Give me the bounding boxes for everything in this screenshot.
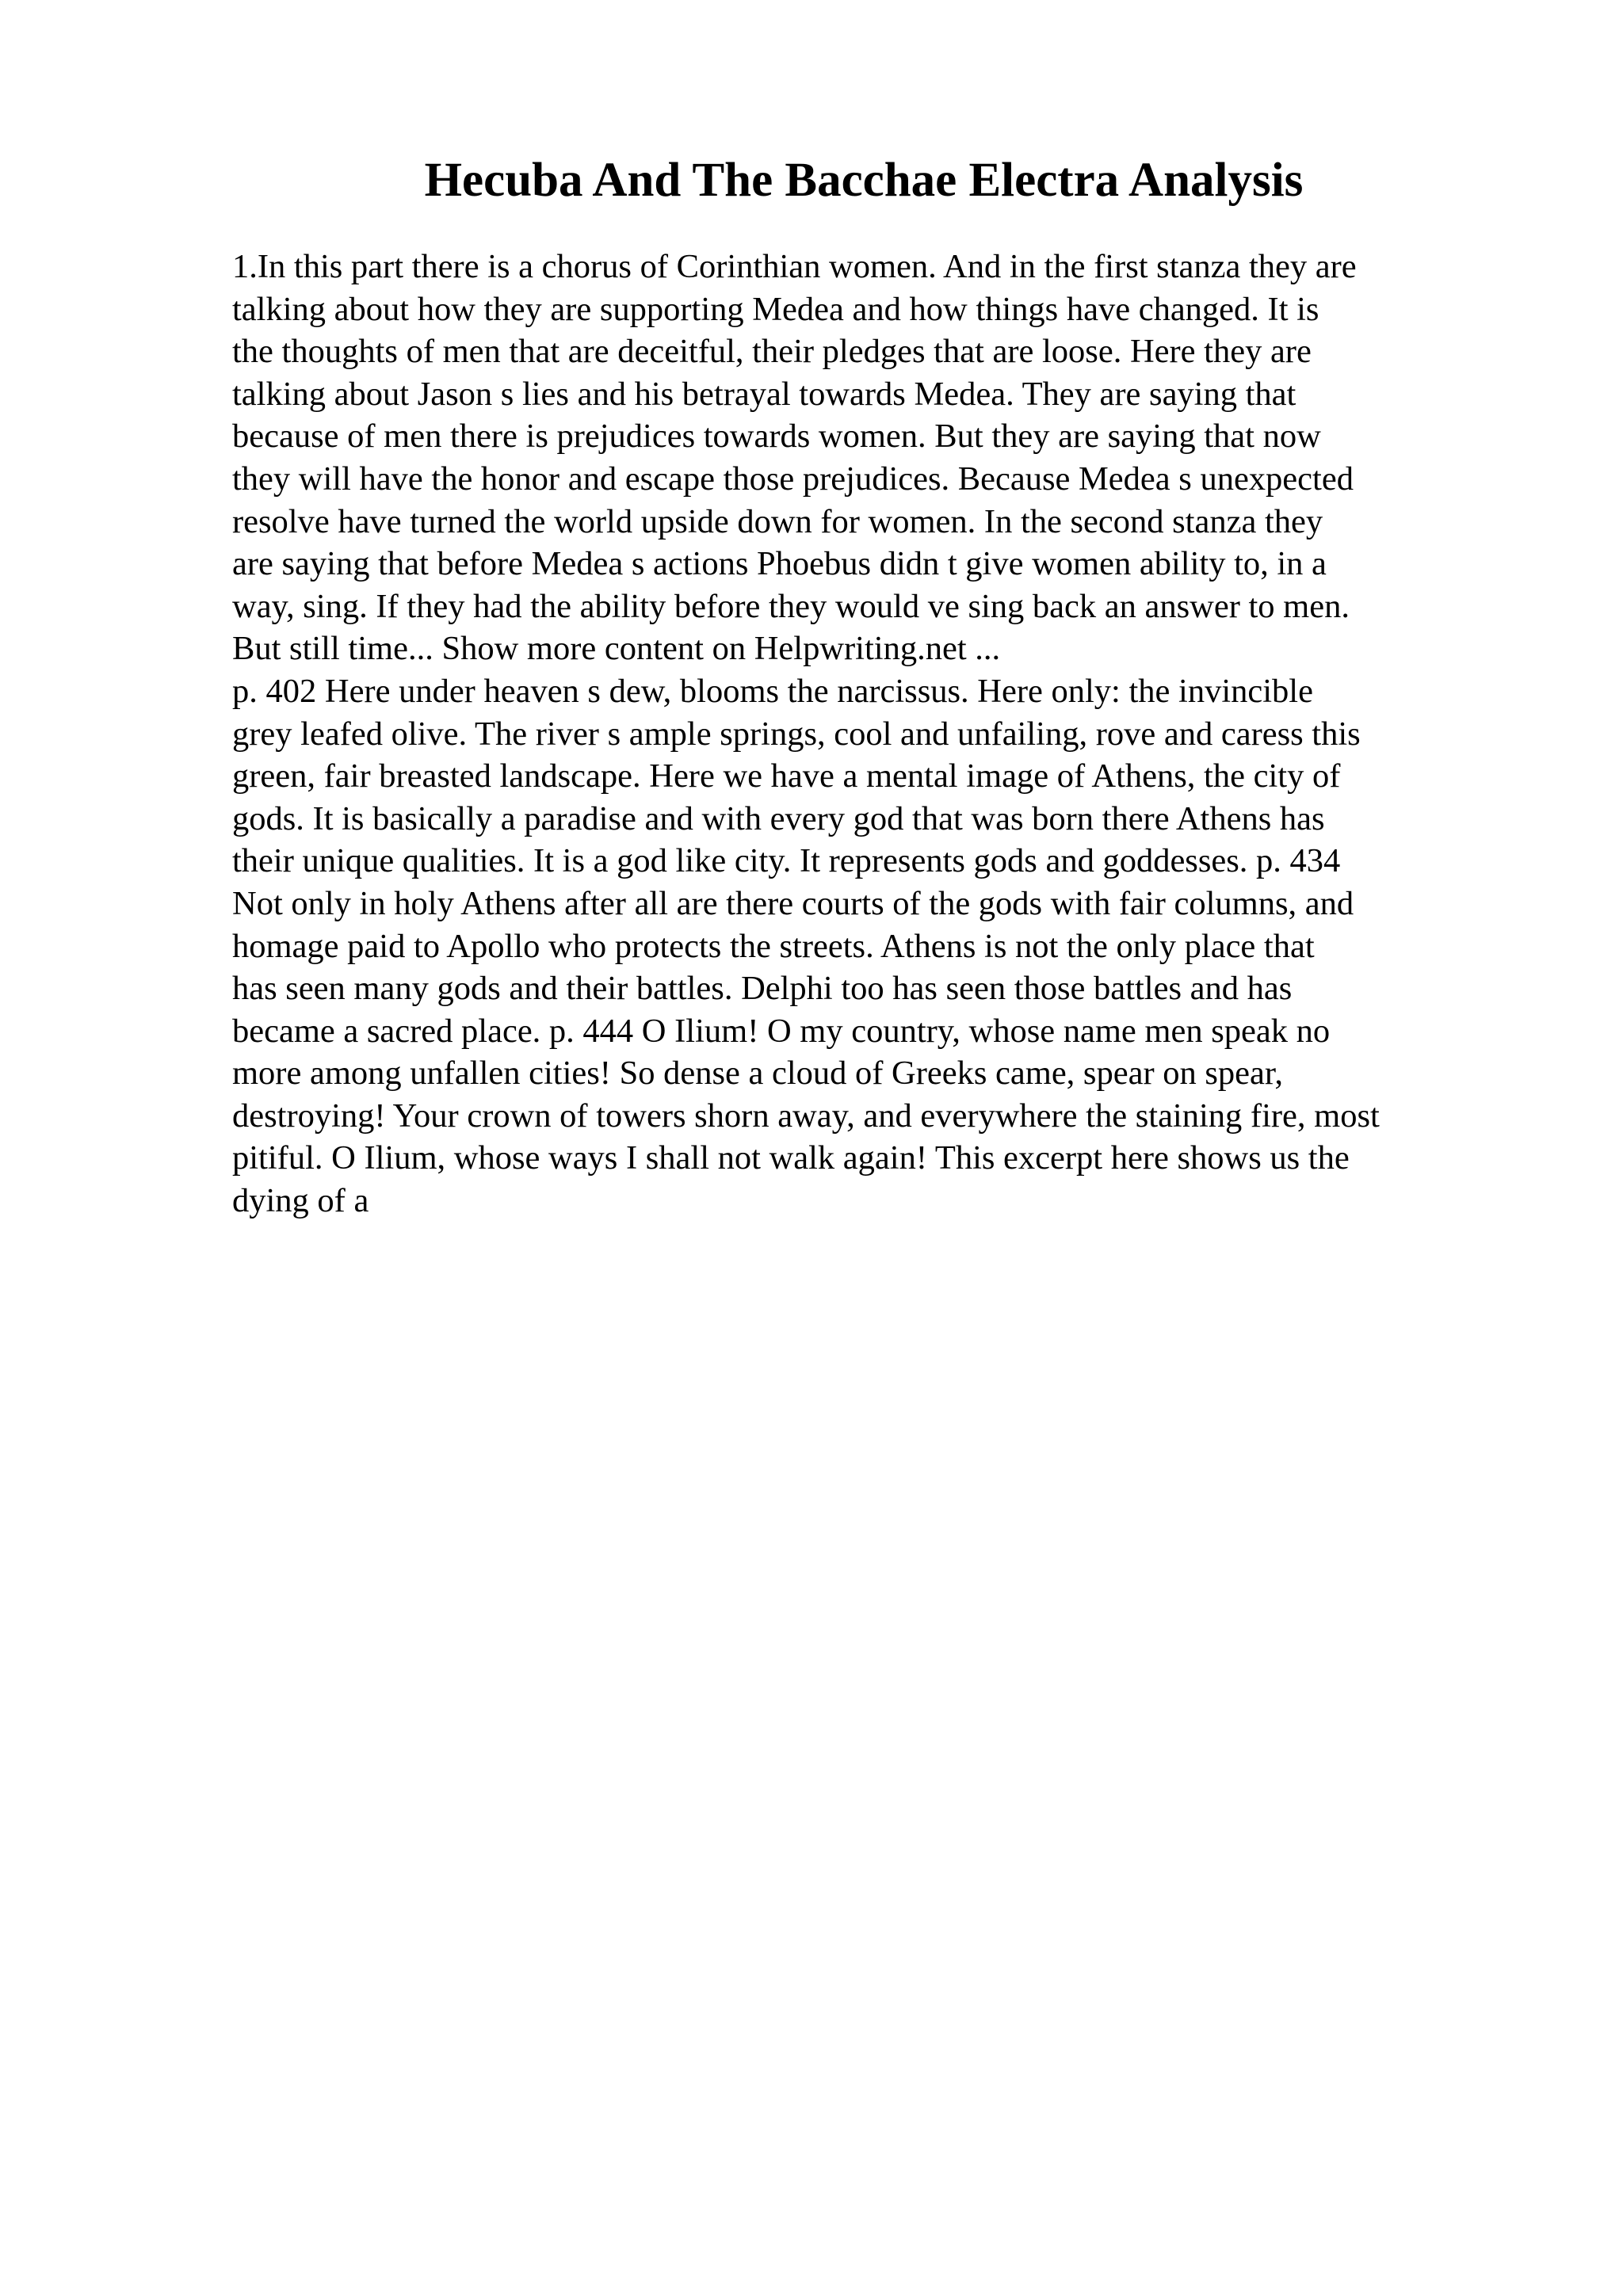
body-line: talking about Jason s lies and his betrayal towards Medea. They are saying that: [232, 375, 1296, 413]
body-line: grey leafed olive. The river s ample springs, cool and unfailing, rove and caress this: [232, 715, 1361, 753]
body-line: Not only in holy Athens after all are there courts of the gods with fair columns, and: [232, 884, 1354, 922]
body-line: pitiful. O Ilium, whose ways I shall not walk again! This excerpt here shows us the: [232, 1139, 1350, 1177]
body-line: homage paid to Apollo who protects the streets. Athens is not the only place that: [232, 927, 1315, 965]
body-line: the thoughts of men that are deceitful, their pledges that are loose. Here they are: [232, 333, 1312, 371]
body-line: 1.In this part there is a chorus of Corinthian women. And in the first stanza they are: [232, 248, 1357, 285]
body-line: way, sing. If they had the ability before they would ve sing back an answer to men.: [232, 587, 1350, 625]
body-line: they will have the honor and escape those prejudices. Because Medea s unexpected: [232, 460, 1354, 498]
document-body: [232, 246, 1516, 1222]
body-line: resolve have turned the world upside down for women. In the second stanza they: [232, 502, 1323, 540]
body-line: has seen many gods and their battles. Delphi too has seen those battles and has: [232, 970, 1293, 1008]
body-line: dying of a: [232, 1182, 369, 1220]
body-line: destroying! Your crown of towers shorn away, and everywhere the staining fire, most: [232, 1097, 1380, 1135]
body-line: became a sacred place. p. 444 O Ilium! O my country, whose name men speak no: [232, 1012, 1331, 1050]
body-line: because of men there is prejudices towards women. But they are saying that now: [232, 418, 1321, 456]
body-line: more among unfallen cities! So dense a cloud of Greeks came, spear on spear,: [232, 1055, 1283, 1093]
body-line: their unique qualities. It is a god like city. It represents gods and goddesses. p. 434: [232, 842, 1341, 880]
body-line: are saying that before Medea s actions Phoebus didn t give women ability to, in a: [232, 545, 1327, 583]
body-line: talking about how they are supporting Medea and how things have changed. It is: [232, 290, 1319, 328]
document-title: Hecuba And The Bacchae Electra Analysis: [424, 154, 1304, 207]
body-line: But still time... Show more content on Helpwriting.net ...: [232, 630, 1001, 668]
body-line: gods. It is basically a paradise and with every god that was born there Athens has: [232, 799, 1325, 837]
body-line: green, fair breasted landscape. Here we have a mental image of Athens, the city of: [232, 757, 1341, 795]
body-line: p. 402 Here under heaven s dew, blooms the narcissus. Here only: the invincible: [232, 672, 1313, 710]
